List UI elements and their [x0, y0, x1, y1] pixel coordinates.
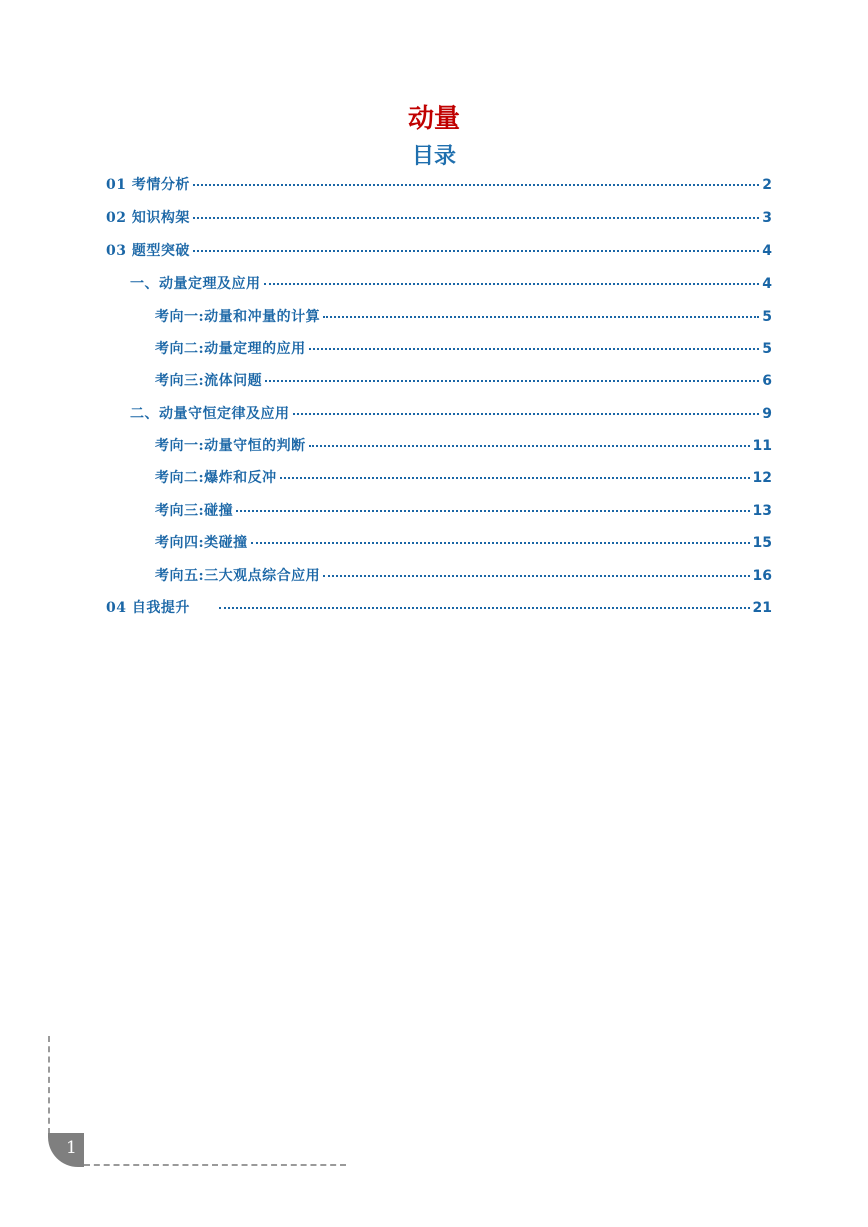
- toc-entry-page: 4: [762, 276, 772, 292]
- toc-entry-label: 04 自我提升: [106, 600, 190, 616]
- dot-leader: [264, 283, 760, 285]
- dot-leader: [193, 184, 759, 186]
- toc-entry[interactable]: [155, 500, 772, 520]
- toc-entry-page: 15: [752, 535, 772, 551]
- toc-entry[interactable]: [155, 532, 772, 552]
- toc-entry-page: 3: [762, 210, 772, 226]
- toc-entry-page: 5: [762, 309, 772, 325]
- toc-entry-label: 考向二:动量定理的应用: [155, 341, 306, 357]
- toc-entry-label: 考向一:动量和冲量的计算: [155, 309, 321, 325]
- toc-entry-label: 考向一:动量守恒的判断: [155, 438, 306, 454]
- toc-entry-label: 03 题型突破: [106, 243, 190, 259]
- toc-entry[interactable]: [106, 597, 772, 617]
- toc-entry-label: 二、动量守恒定律及应用: [130, 406, 290, 422]
- dot-leader: [193, 250, 759, 252]
- page-border-dashed-vertical: [48, 1036, 50, 1134]
- toc-entry[interactable]: [155, 565, 772, 585]
- dot-leader: [251, 542, 750, 544]
- dot-leader: [309, 445, 750, 447]
- dot-leader: [293, 413, 760, 415]
- toc-entry-label: 考向四:类碰撞: [155, 535, 248, 551]
- toc-entry-page: 21: [752, 600, 772, 616]
- toc-entry-label: 一、动量定理及应用: [130, 276, 261, 292]
- toc-entry-label: 01 考情分析: [106, 177, 190, 193]
- toc-entry[interactable]: [130, 273, 772, 293]
- document-title: 动量: [407, 104, 460, 134]
- toc-entry[interactable]: [155, 435, 772, 455]
- toc-entry[interactable]: [155, 306, 772, 326]
- page-number: 1: [66, 1138, 77, 1158]
- dot-leader: [323, 575, 749, 577]
- toc-entry[interactable]: [155, 370, 772, 390]
- dot-leader: [236, 510, 749, 512]
- toc-entry[interactable]: [155, 467, 772, 487]
- dot-leader: [280, 477, 750, 479]
- toc-entry-label: 02 知识构架: [106, 210, 190, 226]
- toc-entry-page: 5: [762, 341, 772, 357]
- dot-leader: [193, 217, 759, 219]
- toc-entry-page: 16: [752, 568, 772, 584]
- toc-entry-label: 考向二:爆炸和反冲: [155, 470, 277, 486]
- dot-leader: [323, 316, 759, 318]
- toc-entry-page: 6: [762, 373, 772, 389]
- toc-entry[interactable]: [106, 174, 772, 194]
- dot-leader: [309, 348, 760, 350]
- toc-entry-page: 12: [752, 470, 772, 486]
- toc-entry-page: 11: [752, 438, 772, 454]
- toc-entry[interactable]: [106, 207, 772, 227]
- toc-entry-page: 13: [752, 503, 772, 519]
- toc-entry[interactable]: [155, 338, 772, 358]
- toc-entry[interactable]: [130, 403, 772, 423]
- toc-entry-page: 4: [762, 243, 772, 259]
- toc-entry[interactable]: [106, 240, 772, 260]
- toc-entry-label: 考向三:流体问题: [155, 373, 263, 389]
- toc-entry-page: 9: [762, 406, 772, 422]
- toc-entry-label: 考向五:三大观点综合应用: [155, 568, 321, 584]
- page-border-dashed-horizontal: [84, 1164, 346, 1166]
- dot-leader: [265, 380, 759, 382]
- toc-entry-page: 2: [762, 177, 772, 193]
- toc-entry-label: 考向三:碰撞: [155, 503, 234, 519]
- dot-leader: [219, 607, 750, 609]
- toc-heading: 目录: [411, 144, 456, 169]
